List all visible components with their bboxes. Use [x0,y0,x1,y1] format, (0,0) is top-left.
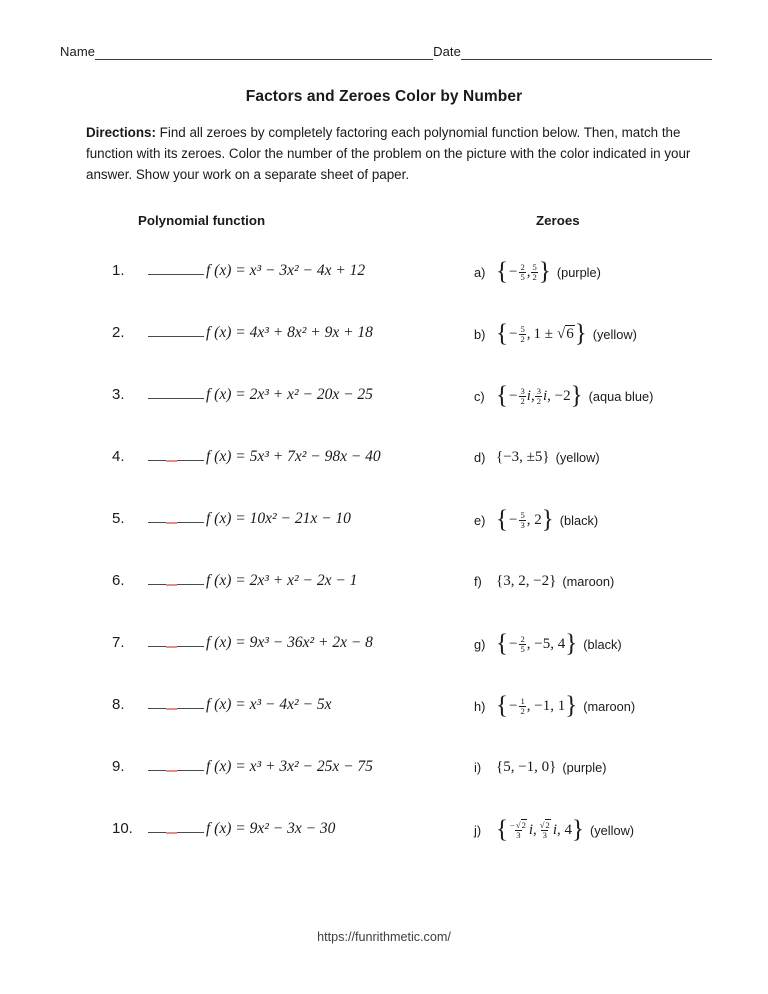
answer-set-b: { − $\frac{5}{2}$ , 1 ± √6 } [496,320,587,348]
problem-number: 3. [112,386,125,403]
directions-label: Directions: [86,125,156,140]
problem-number: 8. [112,696,125,713]
problem-number: 7. [112,634,125,651]
answer-color: (purple) [562,760,607,775]
problem-9 [112,758,373,776]
problem-number: 4. [112,448,125,465]
answer-letter: d) [474,450,486,465]
polynomial-function-6: f (x) = 2x³ + x² − 2x − 1 [206,572,358,589]
answer-choice-b[interactable] [474,320,637,348]
polynomial-function-9: f (x) = x³ + 3x² − 25x − 75 [206,758,373,775]
name-date-header [60,44,712,60]
answer-color: (yellow) [589,823,635,839]
problem-2 [112,324,373,342]
date-input-line[interactable] [461,47,712,60]
problem-4 [112,448,381,466]
answer-blank-7[interactable] [148,635,204,647]
problem-row [0,506,768,572]
problem-number: 6. [112,572,125,589]
answer-set-g: { − $\frac{2}{5}$ , −5, 4 } [496,630,578,658]
problem-1 [112,262,365,280]
answer-set-d: {−3, ±5} [496,449,550,465]
problem-row [0,692,768,758]
polynomial-function-5: f (x) = 10x² − 21x − 10 [206,510,351,527]
answer-choice-f[interactable] [474,573,614,590]
answer-color: (maroon) [562,574,615,589]
column-heading-zeroes: Zeroes [536,213,580,228]
polynomial-function-10: f (x) = 9x² − 3x − 30 [206,820,336,837]
answer-choice-c[interactable] [474,382,654,410]
answer-choice-h[interactable] [474,692,636,720]
polynomial-function-8: f (x) = x³ − 4x² − 5x [206,696,332,713]
answer-letter: j) [474,823,482,839]
problem-5 [112,510,351,528]
answer-set-h: { − $\frac{1}{2}$ , −1, 1 } [496,692,578,720]
answer-letter: i) [474,760,482,775]
problem-row [0,382,768,448]
answer-letter: f) [474,574,482,589]
answer-letter: c) [474,389,485,405]
column-heading-polynomial: Polynomial function [138,213,266,228]
answer-choice-g[interactable] [474,630,622,658]
problem-number: 5. [112,510,125,527]
polynomial-function-7: f (x) = 9x³ − 36x² + 2x − 8 [206,634,373,651]
problem-8 [112,696,331,714]
answer-color: (yellow) [592,327,637,343]
problem-row [0,258,768,324]
answer-choice-j[interactable] [474,816,635,844]
answer-blank-4[interactable] [148,449,204,461]
answer-blank-10[interactable] [148,821,204,833]
answer-set-a: { − $\frac{2}{5}$ , $\frac{5}{2}$ } [496,258,551,286]
problem-row [0,448,768,510]
answer-color: (aqua blue) [588,389,654,405]
answer-blank-3[interactable] [148,387,204,399]
name-label: Name [60,44,96,59]
problem-10 [112,820,335,838]
answer-letter: g) [474,637,486,653]
answer-set-e: { − $\frac{5}{3}$ , 2 } [496,506,554,534]
answer-letter: h) [474,699,486,715]
answer-blank-1[interactable] [148,263,204,275]
problem-6 [112,572,357,590]
problem-3 [112,386,373,404]
answer-color: (maroon) [583,699,636,715]
date-label: Date [433,44,461,59]
answer-letter: a) [474,265,486,281]
answer-blank-2[interactable] [148,325,204,337]
problem-row [0,816,768,882]
problem-number: 10. [112,820,133,837]
directions-paragraph [86,122,710,186]
answer-color: (yellow) [555,450,600,465]
answer-set-i: {5, −1, 0} [496,759,557,775]
problem-number: 1. [112,262,125,279]
footer-url[interactable]: https://funrithmetic.com/ [317,930,451,944]
answer-blank-6[interactable] [148,573,204,585]
answer-blank-5[interactable] [148,511,204,523]
answer-blank-8[interactable] [148,697,204,709]
answer-choice-a[interactable] [474,258,601,286]
answer-color: (purple) [556,265,601,281]
answer-set-f: {3, 2, −2} [496,573,557,589]
page-title: Factors and Zeroes Color by Number [245,88,523,105]
answer-choice-e[interactable] [474,506,599,534]
polynomial-function-2: f (x) = 4x³ + 8x² + 9x + 18 [206,324,373,341]
polynomial-function-1: f (x) = x³ − 3x² − 4x + 12 [206,262,366,279]
answer-letter: b) [474,327,486,343]
polynomial-function-3: f (x) = 2x³ + x² − 20x − 25 [206,386,373,403]
problem-number: 9. [112,758,125,775]
answer-color: (black) [583,637,622,653]
problem-list [0,258,768,882]
problem-row [0,572,768,634]
answer-letter: e) [474,513,486,529]
answer-blank-9[interactable] [148,759,204,771]
problem-row [0,758,768,820]
problem-number: 2. [112,324,125,341]
answer-choice-d[interactable] [474,449,600,466]
name-input-line[interactable] [95,47,433,60]
answer-set-c: { − $\frac{3}{2}$ i , $\frac{3}{2}$ i , −2 } [496,382,583,410]
answer-set-j: { $\frac{-√2}{3}$ i , $\frac{√2}{3}$ i , 4 } [496,816,584,844]
problem-7 [112,634,373,652]
problem-row [0,320,768,386]
problem-row [0,630,768,696]
answer-color: (black) [559,513,599,529]
answer-choice-i[interactable] [474,759,606,776]
polynomial-function-4: f (x) = 5x³ + 7x² − 98x − 40 [206,448,381,465]
directions-text: Find all zeroes by completely factoring each polynomial function below. Then, match the function with its zeroes. Color the number of the problem on the picture with the color indicated in your answer. Show your work on a separate sheet of paper. [86,125,691,183]
